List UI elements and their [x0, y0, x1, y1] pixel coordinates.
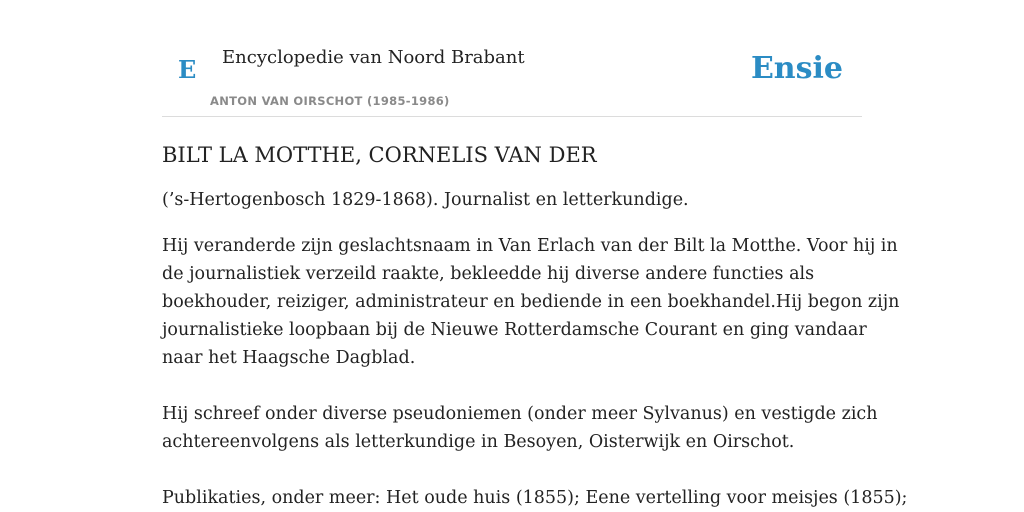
- article-paragraph: [162, 232, 900, 372]
- ensie-logo[interactable]: Ensie: [750, 51, 843, 86]
- article-lead: (’s-Hertogenbosch 1829-1868). Journalist en letterkundige.: [162, 190, 689, 210]
- book-author: ANTON VAN OIRSCHOT (1985-1986): [210, 94, 450, 108]
- article-paragraph: [162, 484, 908, 512]
- article: [162, 138, 908, 512]
- header: [162, 0, 862, 117]
- paragraph-line: boekhouder, reiziger, administrateur en bediende in een boekhandel.Hij begon zijn: [162, 292, 900, 312]
- paragraph-line: journalistieke loopbaan bij de Nieuwe Rotterdamsche Courant en ging vandaar: [162, 320, 867, 340]
- paragraph-line: Hij veranderde zijn geslachtsnaam in Van Erlach van der Bilt la Motthe. Voor hij in: [162, 236, 898, 256]
- paragraph-line: Publikaties, onder meer: Het oude huis (1855); Eene vertelling voor meisjes (1855);: [162, 488, 908, 508]
- book-title[interactable]: Encyclopedie van Noord Brabant: [222, 47, 525, 68]
- paragraph-line: achtereenvolgens als letterkundige in Besoyen, Oisterwijk en Oirschot.: [162, 432, 795, 452]
- paragraph-line: Hij schreef onder diverse pseudoniemen (onder meer Sylvanus) en vestigde zich: [162, 404, 878, 424]
- paragraph-line: de journalistiek verzeild raakte, bekleedde hij diverse andere functies als: [162, 264, 815, 284]
- paragraph-line: naar het Haagsche Dagblad.: [162, 348, 416, 368]
- article-body: [162, 232, 908, 512]
- book-icon[interactable]: E: [178, 55, 197, 84]
- article-title: BILT LA MOTTHE, CORNELIS VAN DER: [162, 143, 597, 167]
- article-paragraph: [162, 400, 878, 456]
